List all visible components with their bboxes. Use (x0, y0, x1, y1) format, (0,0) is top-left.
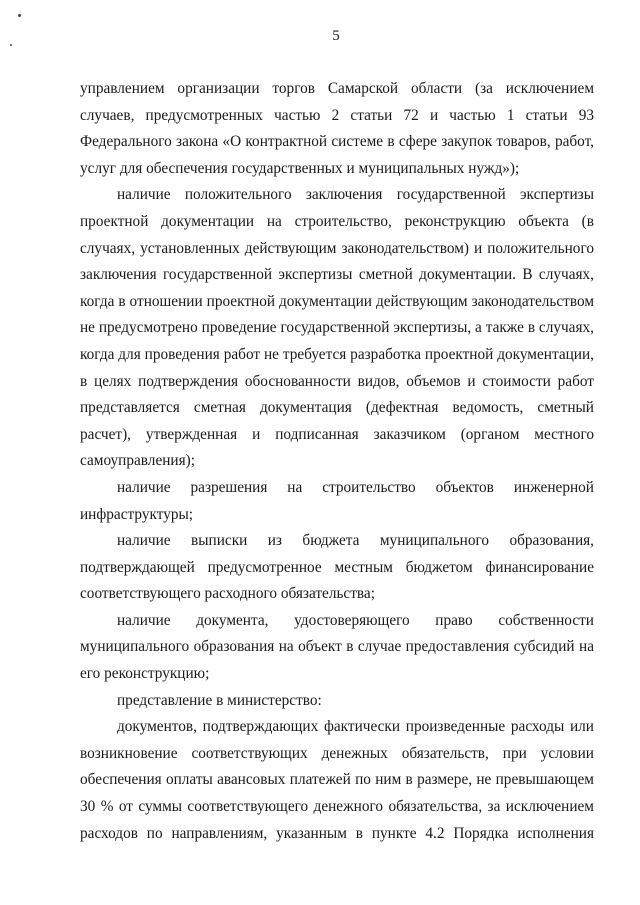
paragraph: управлением организации торгов Самарской области (за исключением случаев, предусмотренных частью 2 статьи 72 и частью 1 статьи 93 Федерального закона «О контрактной системе в сфере закупок товаров, работ, услуг для обеспечения государственных и муниципальных нужд»); (80, 80, 594, 177)
paragraph: наличие выписки из бюджета муниципального образования, подтверждающей предусмотренное местным бюджетом финансирование соответствующего расходного обязательства; (80, 532, 594, 603)
paragraph: наличие разрешения на строительство объектов инженерной инфраструктуры; (80, 478, 594, 523)
paragraph: документов, подтверждающих фактически произведенные расходы или возникновение соответствующих денежных обязательств, при условии обеспечения оплаты авансовых платежей по ним в размере, не превышающем 30 % от суммы соответствующего денежного обязательства, за исключением расходов по направлениям, указанным в пункте 4.2 Порядка исполнения (80, 718, 594, 842)
paragraph: наличие положительного заключения государственной экспертизы проектной документации на строительство, реконструкцию объекта (в случаях, установленных действующим законодательством) и положительного заключения государственной экспертизы сметной документации. В случаях, когда в отношении проектной документации действующим законодательством не предусмотрено проведение государственной экспертизы, а также в случаях, когда для проведения работ не требуется разработка проектной документации, в целях подтверждения обоснованности видов, объемов и стоимости работ представляется сметная документация (дефектная ведомость, сметный расчет), утвержденная и подписанная заказчиком (органом местного самоуправления); (80, 186, 594, 470)
document-body (80, 76, 594, 847)
paragraph: наличие документа, удостоверяющего право собственности муниципального образования на объект в случае предоставления субсидий на его реконструкцию; (80, 611, 594, 683)
page-number: 5 (332, 28, 340, 44)
scan-speck (18, 14, 21, 17)
paragraph: представление в министерство: (117, 691, 322, 709)
